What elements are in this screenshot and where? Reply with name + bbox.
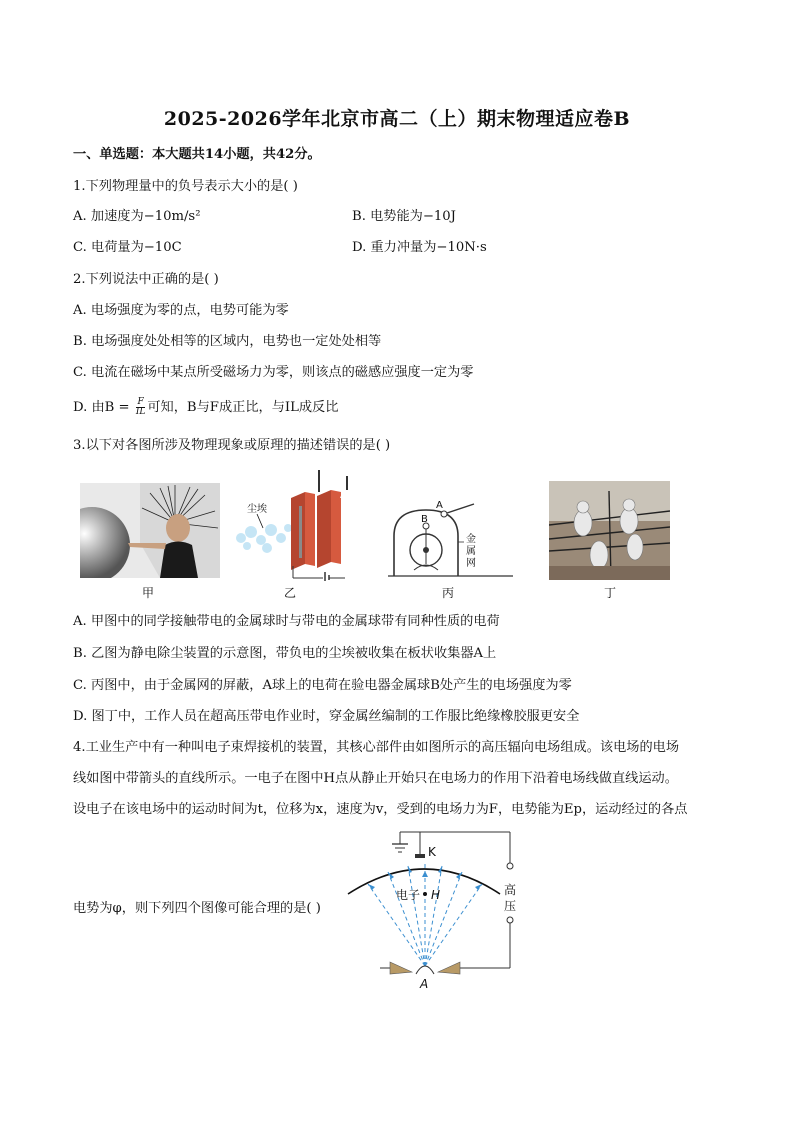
fraction-denominator: IL [135, 407, 146, 417]
hv-label-2: 压 [504, 899, 517, 913]
a-label: A [420, 977, 429, 990]
q2-option-d [73, 398, 338, 417]
bing-a-label: A [436, 500, 443, 511]
q4-line-3: 设电子在该电场中的运动时间为t，位移为x，速度为v，受到的电场力为F，电势能为Ep，运动经过的各点 [73, 802, 688, 817]
caption-ding: 丁 [603, 586, 616, 600]
net-label-1: 金 [466, 534, 476, 545]
formula-fraction [136, 398, 146, 417]
dust-label: 尘埃 [247, 504, 267, 515]
q2-option-b: B. 电场强度处处相等的区域内，电势也一定处处相等 [73, 334, 382, 349]
q2-option-a: A. 电场强度为零的点，电势可能为零 [73, 303, 289, 318]
q2-stem: 2.下列说法中正确的是( ) [73, 272, 219, 287]
hv-label-1: 高 [504, 883, 517, 897]
figure-ding-photo [549, 481, 670, 580]
figure-yi-diagram [233, 466, 363, 581]
q1-option-d: D. 重力冲量为−10N·s [352, 240, 487, 255]
q3-option-a: A. 甲图中的同学接触带电的金属球时与带电的金属球带有同种性质的电荷 [73, 614, 500, 629]
caption-bing: 丙 [441, 586, 454, 600]
q2-option-c: C. 电流在磁场中某点所受磁场力为零，则该点的磁感应强度一定为零 [73, 365, 474, 380]
figure-jia-image [80, 483, 220, 578]
plate-a-label: A [310, 485, 317, 495]
q1-option-a: A. 加速度为−10m/s² [73, 209, 201, 224]
q3-option-d: D. 图丁中，工作人员在超高压带电作业时，穿金属丝编制的工作服比绝缘橡胶服更安全 [73, 709, 580, 724]
figure-bing-diagram [388, 498, 513, 582]
q3-option-b: B. 乙图为静电除尘装置的示意图，带负电的尘埃被收集在板状收集器A上 [73, 646, 497, 661]
q3-option-c: C. 丙图中，由于金属网的屏蔽，A球上的电荷在验电器金属球B处产生的电场强度为零 [73, 678, 572, 693]
caption-jia: 甲 [141, 586, 154, 600]
h-label: H [431, 888, 441, 902]
q4-line-4: 电势为φ，则下列四个图像可能合理的是( ) [73, 901, 321, 916]
q3-stem: 3.以下对各图所涉及物理现象或原理的描述错误的是( ) [73, 438, 391, 453]
q1-option-b: B. 电势能为−10J [352, 209, 456, 224]
q1-option-c: C. 电荷量为−10C [73, 240, 182, 255]
section-heading: 一、单选题：本大题共14小题，共42分。 [73, 147, 321, 162]
q4-line-1: 4.工业生产中有一种叫电子束焊接机的装置，其核心部件由如图所示的高压辐向电场组成。该电场的电场 [73, 740, 680, 755]
caption-yi: 乙 [283, 586, 296, 600]
k-label: K [428, 845, 436, 859]
bing-b-label: B [421, 514, 428, 525]
net-label-3: 网 [466, 558, 476, 569]
q2-d-prefix: D. 由B = [73, 400, 134, 415]
page-title: 2025-2026学年北京市高二（上）期末物理适应卷B [163, 108, 631, 130]
fraction-numerator: F [137, 397, 144, 407]
plate-a-label-2: A [340, 491, 347, 501]
electron-label: 电子 [396, 888, 421, 902]
net-label-2: 属 [466, 546, 476, 557]
q1-stem: 1.下列物理量中的负号表示大小的是( ) [73, 179, 298, 194]
q2-d-suffix: 可知，B与F成正比，与IL成反比 [147, 400, 339, 415]
figure-radial-field-diagram [340, 826, 530, 990]
q4-line-2: 线如图中带箭头的直线所示。一电子在图中H点从静止开始只在电场力的作用下沿着电场线做直线运动。 [73, 771, 678, 786]
